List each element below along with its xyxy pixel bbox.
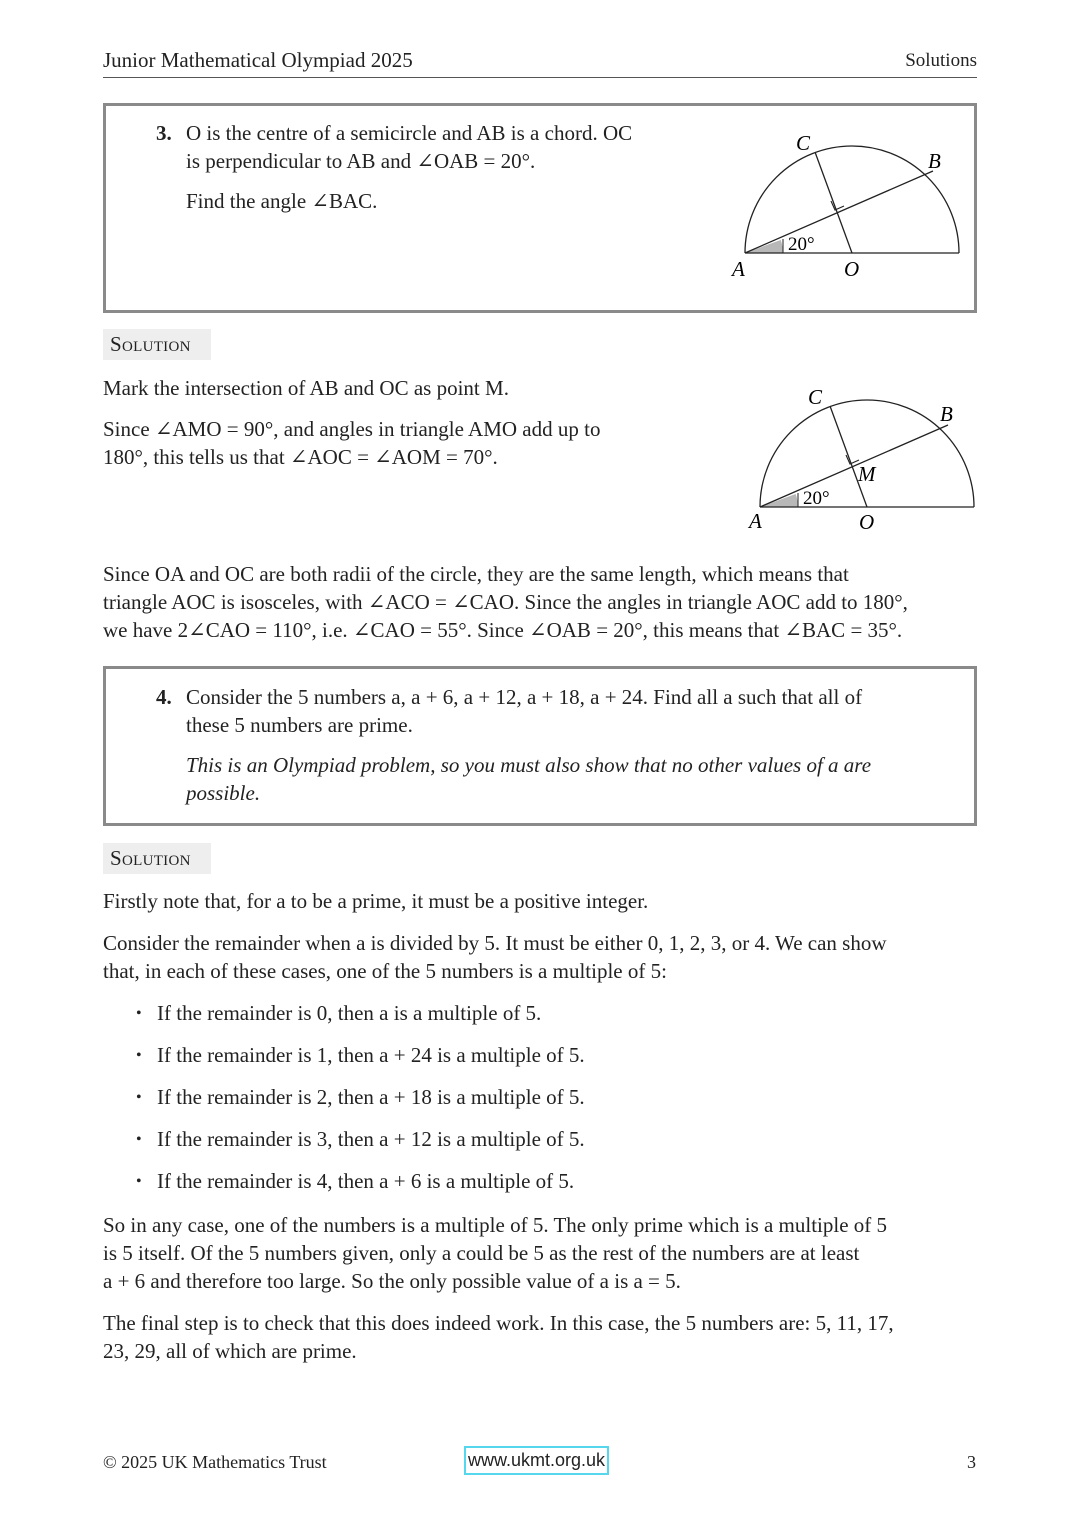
bullet-item-1: If the remainder is 0, then a is a multiple of 5. [157,1001,542,1025]
bullet-item-4: If the remainder is 3, then a + 12 is a multiple of 5. [157,1127,585,1151]
header-section: Solutions [905,50,977,71]
chord-ab [745,171,933,253]
solution-3-diagram [740,382,985,542]
problem-4-box [103,666,977,826]
solution-4-para-4-line-1: The final step is to check that this does indeed work. In this case, the 5 numbers are: 5, 11, 17, [103,1311,894,1335]
label-b: B [928,149,941,173]
label-c: C [796,131,811,155]
solution-4-para-3-line-3: a + 6 and therefore too large. So the only possible value of a is a = 5. [103,1269,681,1293]
bullet-marker-4: • [136,1131,142,1148]
solution-4-para-3-line-1: So in any case, one of the numbers is a multiple of 5. The only prime which is a multiple of 5 [103,1213,888,1237]
label-b: B [940,402,953,426]
angle-label: 20° [803,488,830,509]
footer-website-link[interactable]: www.ukmt.org.uk [464,1446,609,1475]
problem-4-note-line-1: This is an Olympiad problem, so you must also show that no other values of a are [186,753,872,777]
angle-label: 20° [788,234,815,255]
problem-4-number: 4. [156,685,172,709]
segment-oc [815,152,852,253]
solution-4-para-2-line-1: Consider the remainder when a is divided by 5. It must be either 0, 1, 2, 3, or 4. We can show [103,931,887,955]
bullet-marker-1: • [136,1005,142,1022]
label-o: O [859,510,875,534]
header-title: Junior Mathematical Olympiad 2025 [103,48,413,72]
problem-3-statement-line-1: O is the centre of a semicircle and AB is a chord. OC [186,121,633,145]
chord-ab [760,425,948,507]
solution-4-para-4-line-2: 23, 29, all of which are prime. [103,1339,357,1363]
bullet-item-3: If the remainder is 2, then a + 18 is a multiple of 5. [157,1085,585,1109]
problem-3-box [103,103,977,313]
label-c: C [808,385,823,409]
label-a: A [749,509,762,533]
semicircle-arc [745,146,959,253]
problem-3-number: 3. [156,121,172,145]
page-number: 3 [967,1452,976,1472]
problem-4-statement-line-2: these 5 numbers are prime. [186,713,413,737]
bullet-item-5: If the remainder is 4, then a + 6 is a multiple of 5. [157,1169,575,1193]
bullet-marker-3: • [136,1089,142,1106]
problem-4-note-line-2: possible. [186,781,261,805]
label-o: O [844,257,860,281]
segment-oc [830,406,867,507]
solution-4-para-2-line-2: that, in each of these cases, one of the 5 numbers is a multiple of 5: [103,959,667,983]
solution-4-label: Solution [103,843,211,874]
bullet-marker-5: • [136,1173,142,1190]
solution-3-para-3-line-1: Since OA and OC are both radii of the circle, they are the same length, which means that [103,562,849,586]
solution-3-para-1: Mark the intersection of AB and OC as point M. [103,376,509,400]
bullet-marker-2: • [136,1047,142,1064]
problem-3-question: Find the angle ∠BAC. [186,189,378,213]
solution-4-para-1: Firstly note that, for a to be a prime, it must be a positive integer. [103,889,649,913]
solution-3-para-2-line-1: Since ∠AMO = 90°, and angles in triangle AMO add up to [103,417,601,441]
label-a: A [732,257,745,281]
page-header [103,46,977,78]
label-m: M [858,462,876,486]
problem-3-statement-line-2: is perpendicular to AB and ∠OAB = 20°. [186,149,536,173]
solution-3-para-3-line-3: we have 2∠CAO = 110°, i.e. ∠CAO = 55°. Since ∠OAB = 20°, this means that ∠BAC = 35°. [103,618,903,642]
solution-3-para-3-line-2: triangle AOC is isosceles, with ∠ACO = ∠CAO. Since the angles in triangle AOC add to 180°, [103,590,908,614]
problem-3-diagram [726,126,971,286]
solution-3-label: Solution [103,329,211,360]
problem-4-statement-line-1: Consider the 5 numbers a, a + 6, a + 12, a + 18, a + 24. Find all a such that all of [186,685,863,709]
footer-copyright: © 2025 UK Mathematics Trust [103,1452,327,1472]
solution-3-para-2-line-2: 180°, this tells us that ∠AOC = ∠AOM = 70°. [103,445,498,469]
bullet-item-2: If the remainder is 1, then a + 24 is a multiple of 5. [157,1043,585,1067]
solution-4-para-3-line-2: is 5 itself. Of the 5 numbers given, only a could be 5 as the rest of the numbers are at least [103,1241,860,1265]
